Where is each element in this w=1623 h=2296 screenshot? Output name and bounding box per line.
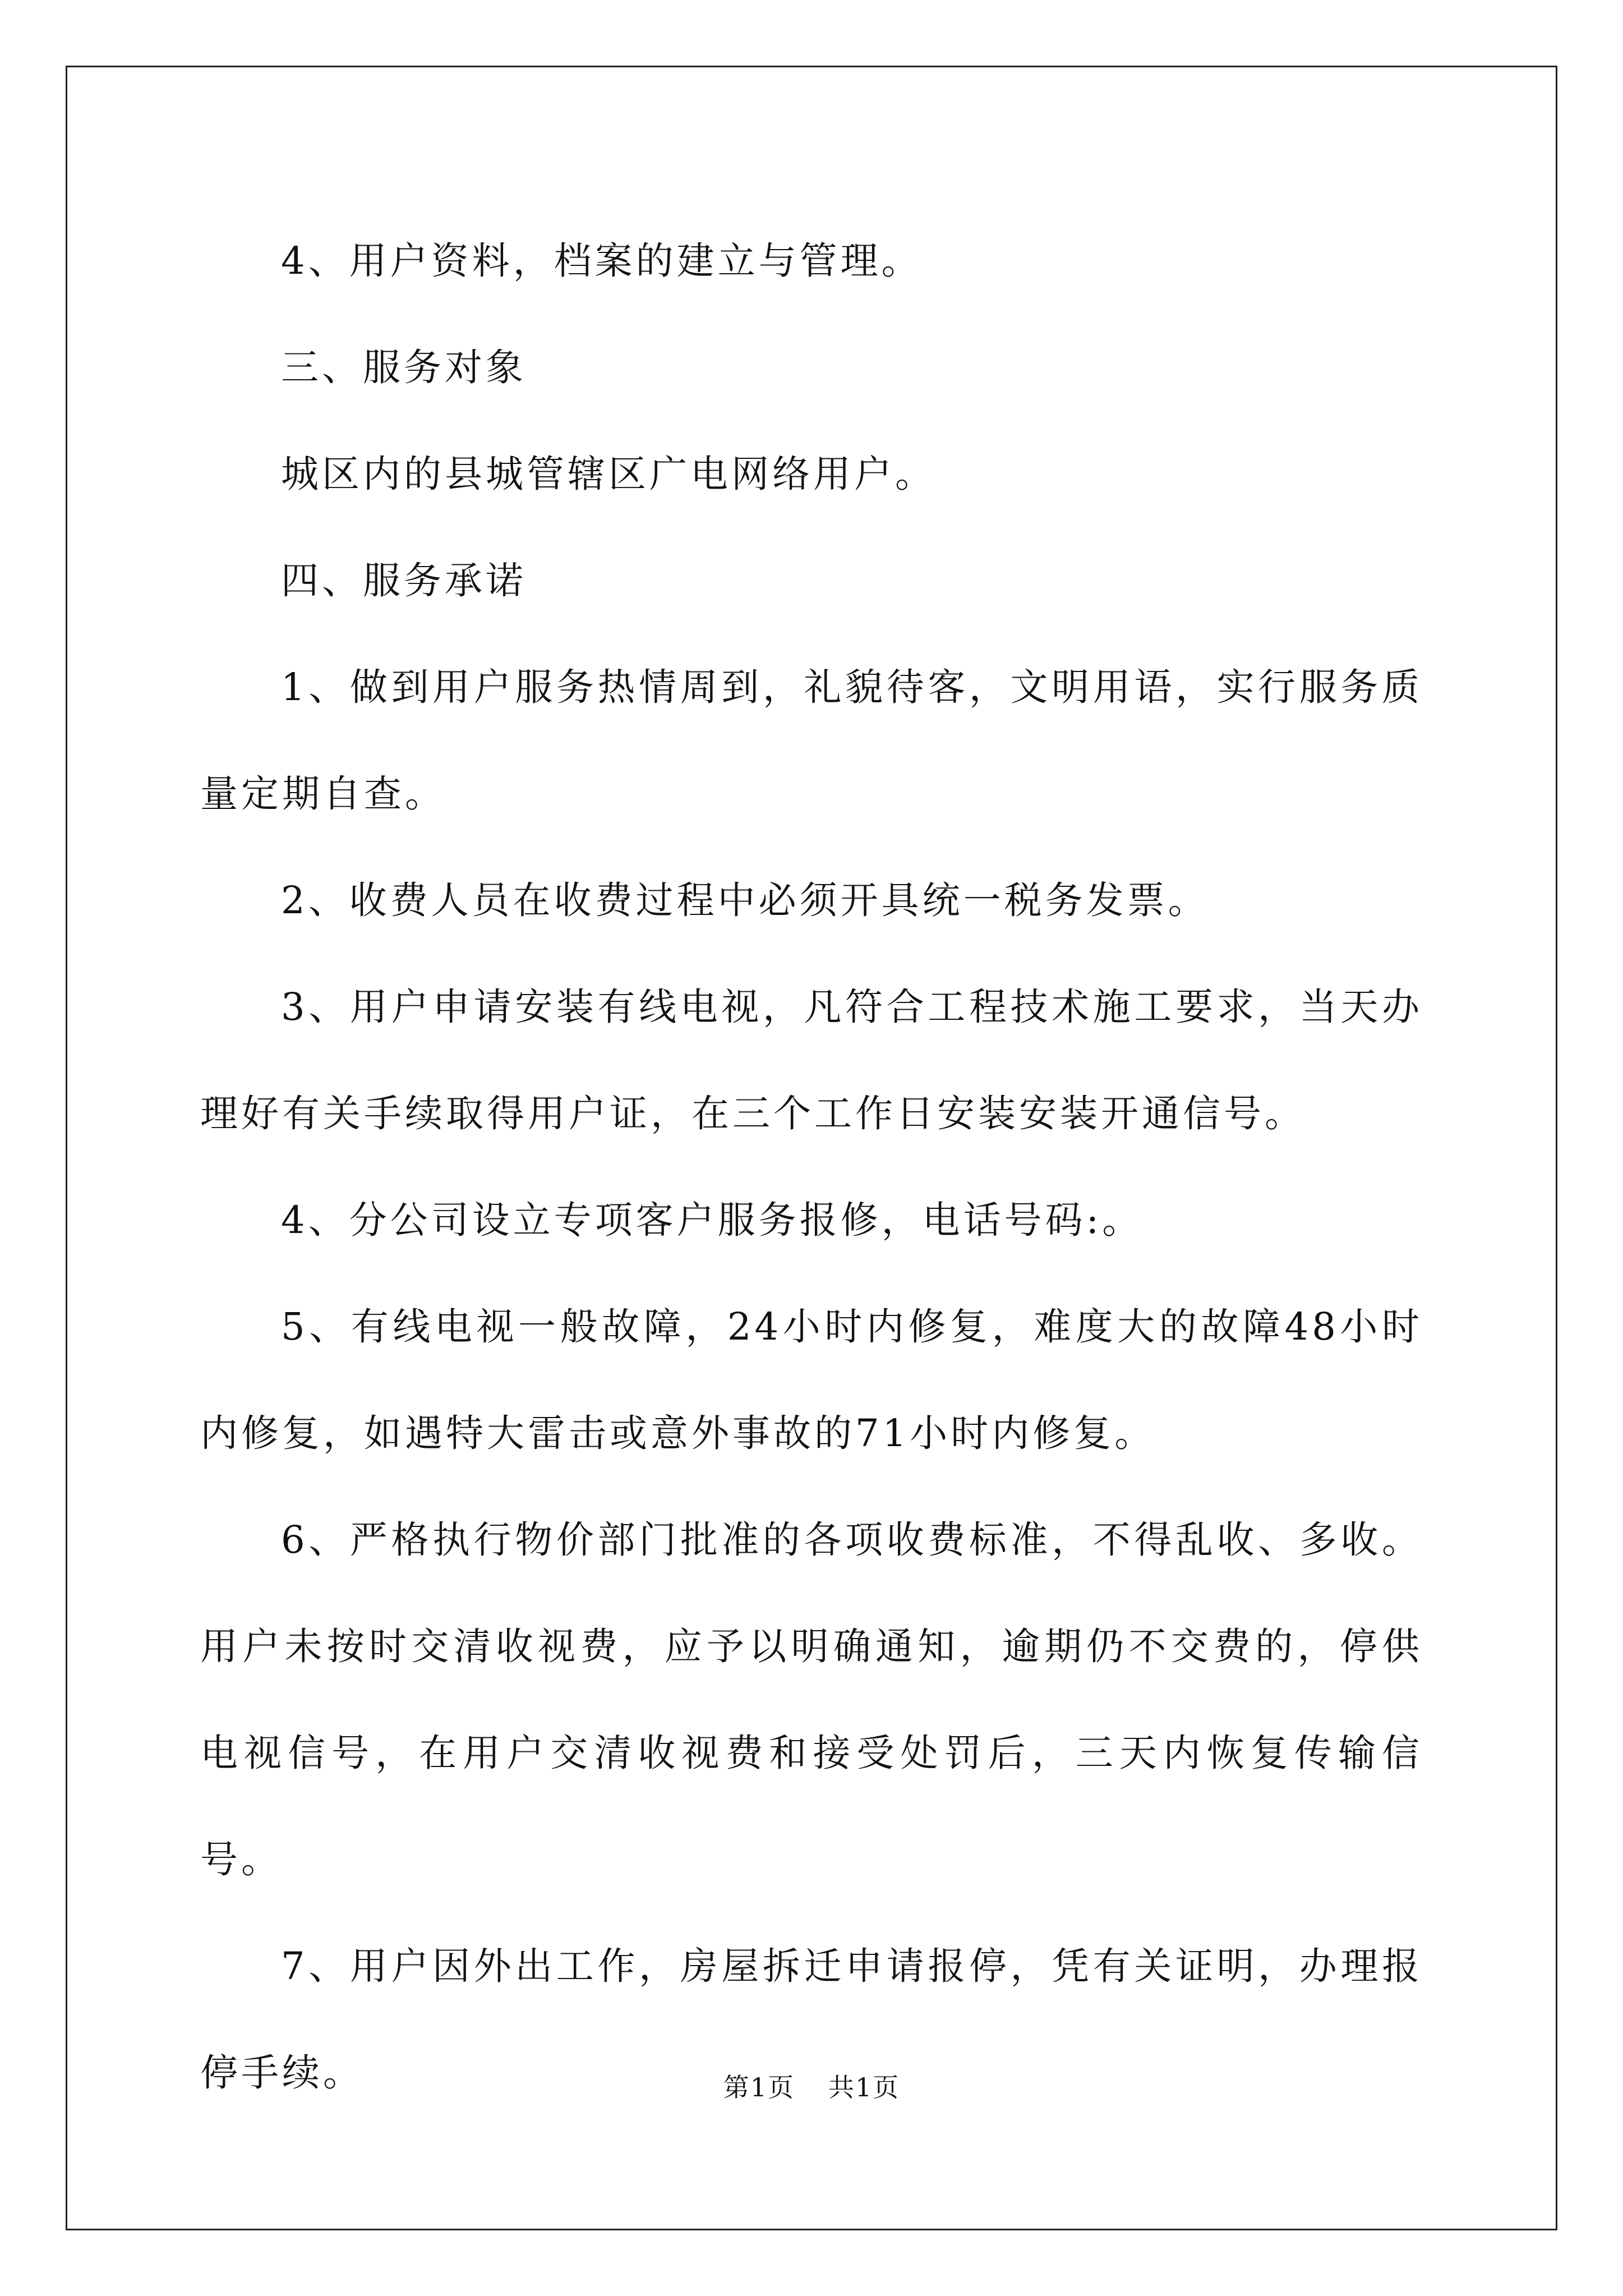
page-footer (0, 2067, 1623, 2104)
paragraph-commitment-3: 3、用户申请安装有线电视，凡符合工程技术施工要求，当天办理好有关手续取得用户证，在三个工作日安装安装开通信号。 (200, 985, 1423, 1135)
paragraph-commitment-4: 4、分公司设立专项客户服务报修，电话号码:。 (281, 1198, 1144, 1242)
paragraph-commitment-6: 6、严格执行物价部门批准的各项收费标准，不得乱收、多收。用户未按时交清收视费，应予以明确通知，逾期仍不交费的，停供电视信号，在用户交清收视费和接受处罚后，三天内恢复传输信号。 (200, 1518, 1423, 1881)
paragraph-item-4: 4、用户资料，档案的建立与管理。 (281, 239, 923, 283)
paragraph-commitment-2: 2、收费人员在收费过程中必须开具统一税务发票。 (281, 878, 1209, 922)
section-heading-service-targets: 三、服务对象 (281, 346, 527, 389)
paragraph-commitment-5: 5、有线电视一般故障，24小时内修复，难度大的故障48小时内修复，如遇特大雷击或意外事故的71小时内修复。 (200, 1305, 1423, 1455)
document-body (200, 208, 1423, 2126)
page-number-current: 第1页 (723, 2072, 795, 2102)
page-number-total: 共1页 (828, 2072, 900, 2102)
paragraph-service-targets: 城区内的县城管辖区广电网络用户。 (281, 452, 936, 496)
paragraph-commitment-7: 7、用户因外出工作，房屋拆迁申请报停，凭有关证明，办理报停手续。 (200, 1944, 1423, 2095)
paragraph-commitment-1: 1、做到用户服务热情周到，礼貌待客，文明用语，实行服务质量定期自查。 (200, 665, 1423, 816)
section-heading-service-commitments: 四、服务承诺 (281, 559, 527, 602)
